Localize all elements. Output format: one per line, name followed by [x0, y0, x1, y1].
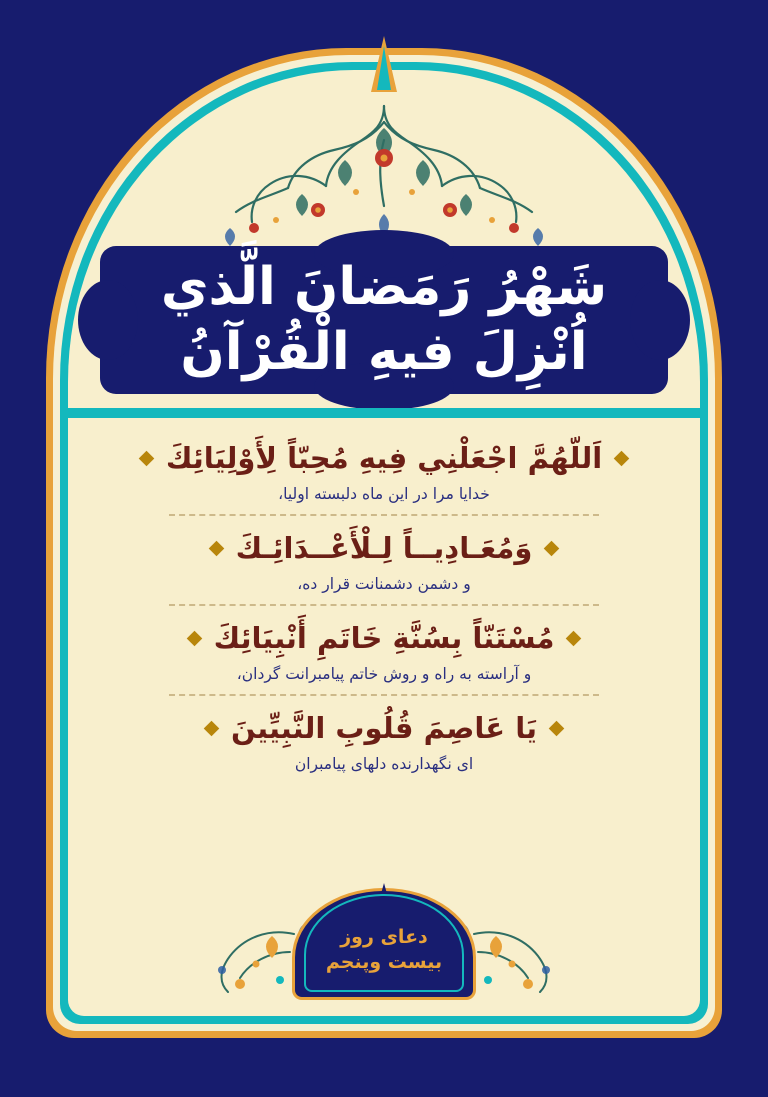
verse-1-farsi: خدایا مرا در این ماه دلبسته اولیا، — [278, 484, 490, 503]
calligraphy-banner — [100, 246, 668, 394]
verse-4-farsi: ای نگهدارنده دلهای پیامبران — [294, 754, 474, 773]
verse-2-farsi: و دشمن دشمنانت قرار ده، — [297, 574, 471, 593]
diamond-bullet-icon — [208, 541, 224, 557]
floral-ornament-icon — [130, 88, 638, 248]
verse-divider — [169, 694, 599, 696]
verse-2-arabic: وَمُعَـادِيــاً لِـلْأَعْــدَائِـكَ — [235, 530, 533, 565]
verse-4 — [84, 702, 684, 775]
diamond-bullet-icon — [139, 451, 155, 467]
medallion-line-1: دعای روز — [340, 925, 428, 948]
verse-4-arabic: يَا عَاصِمَ قُلُوبِ النَّبِيِّينَ — [231, 710, 537, 745]
diamond-bullet-icon — [204, 721, 220, 737]
medallion-line-2: بیست وپنجم — [325, 950, 443, 973]
verse-1 — [84, 432, 684, 505]
verse-3-row — [84, 616, 684, 661]
diamond-bullet-icon — [566, 631, 582, 647]
verse-divider — [169, 514, 599, 516]
diamond-bullet-icon — [544, 541, 560, 557]
section-divider — [68, 408, 700, 418]
verse-2 — [84, 522, 684, 595]
diamond-bullet-icon — [614, 451, 630, 467]
dua-body — [84, 432, 684, 872]
bottom-ornament-group — [104, 880, 664, 1010]
verse-1-row — [84, 436, 684, 481]
diamond-bullet-icon — [549, 721, 565, 737]
verse-2-row — [84, 526, 684, 571]
verse-4-row — [84, 706, 684, 751]
banner-calligraphy-text: شَهْرُ رَمَضانَ الَّذي اُنْزِلَ فيهِ الْقُرْآنُ — [160, 257, 608, 382]
verse-3-arabic: مُسْتَنّاً بِسُنَّةِ خَاتَمِ أَنْبِيَائِكَ — [213, 620, 555, 655]
verse-1-arabic: اَللّهُمَّ اجْعَلْنِي فِيهِ مُحِبّاً لِأَوْلِيَائِكَ — [165, 441, 603, 475]
verse-3 — [84, 612, 684, 685]
verse-divider — [169, 604, 599, 606]
verse-3-farsi: و آراسته به راه و روش خاتم پیامبرانت گردان، — [236, 664, 532, 683]
diamond-bullet-icon — [186, 631, 202, 647]
